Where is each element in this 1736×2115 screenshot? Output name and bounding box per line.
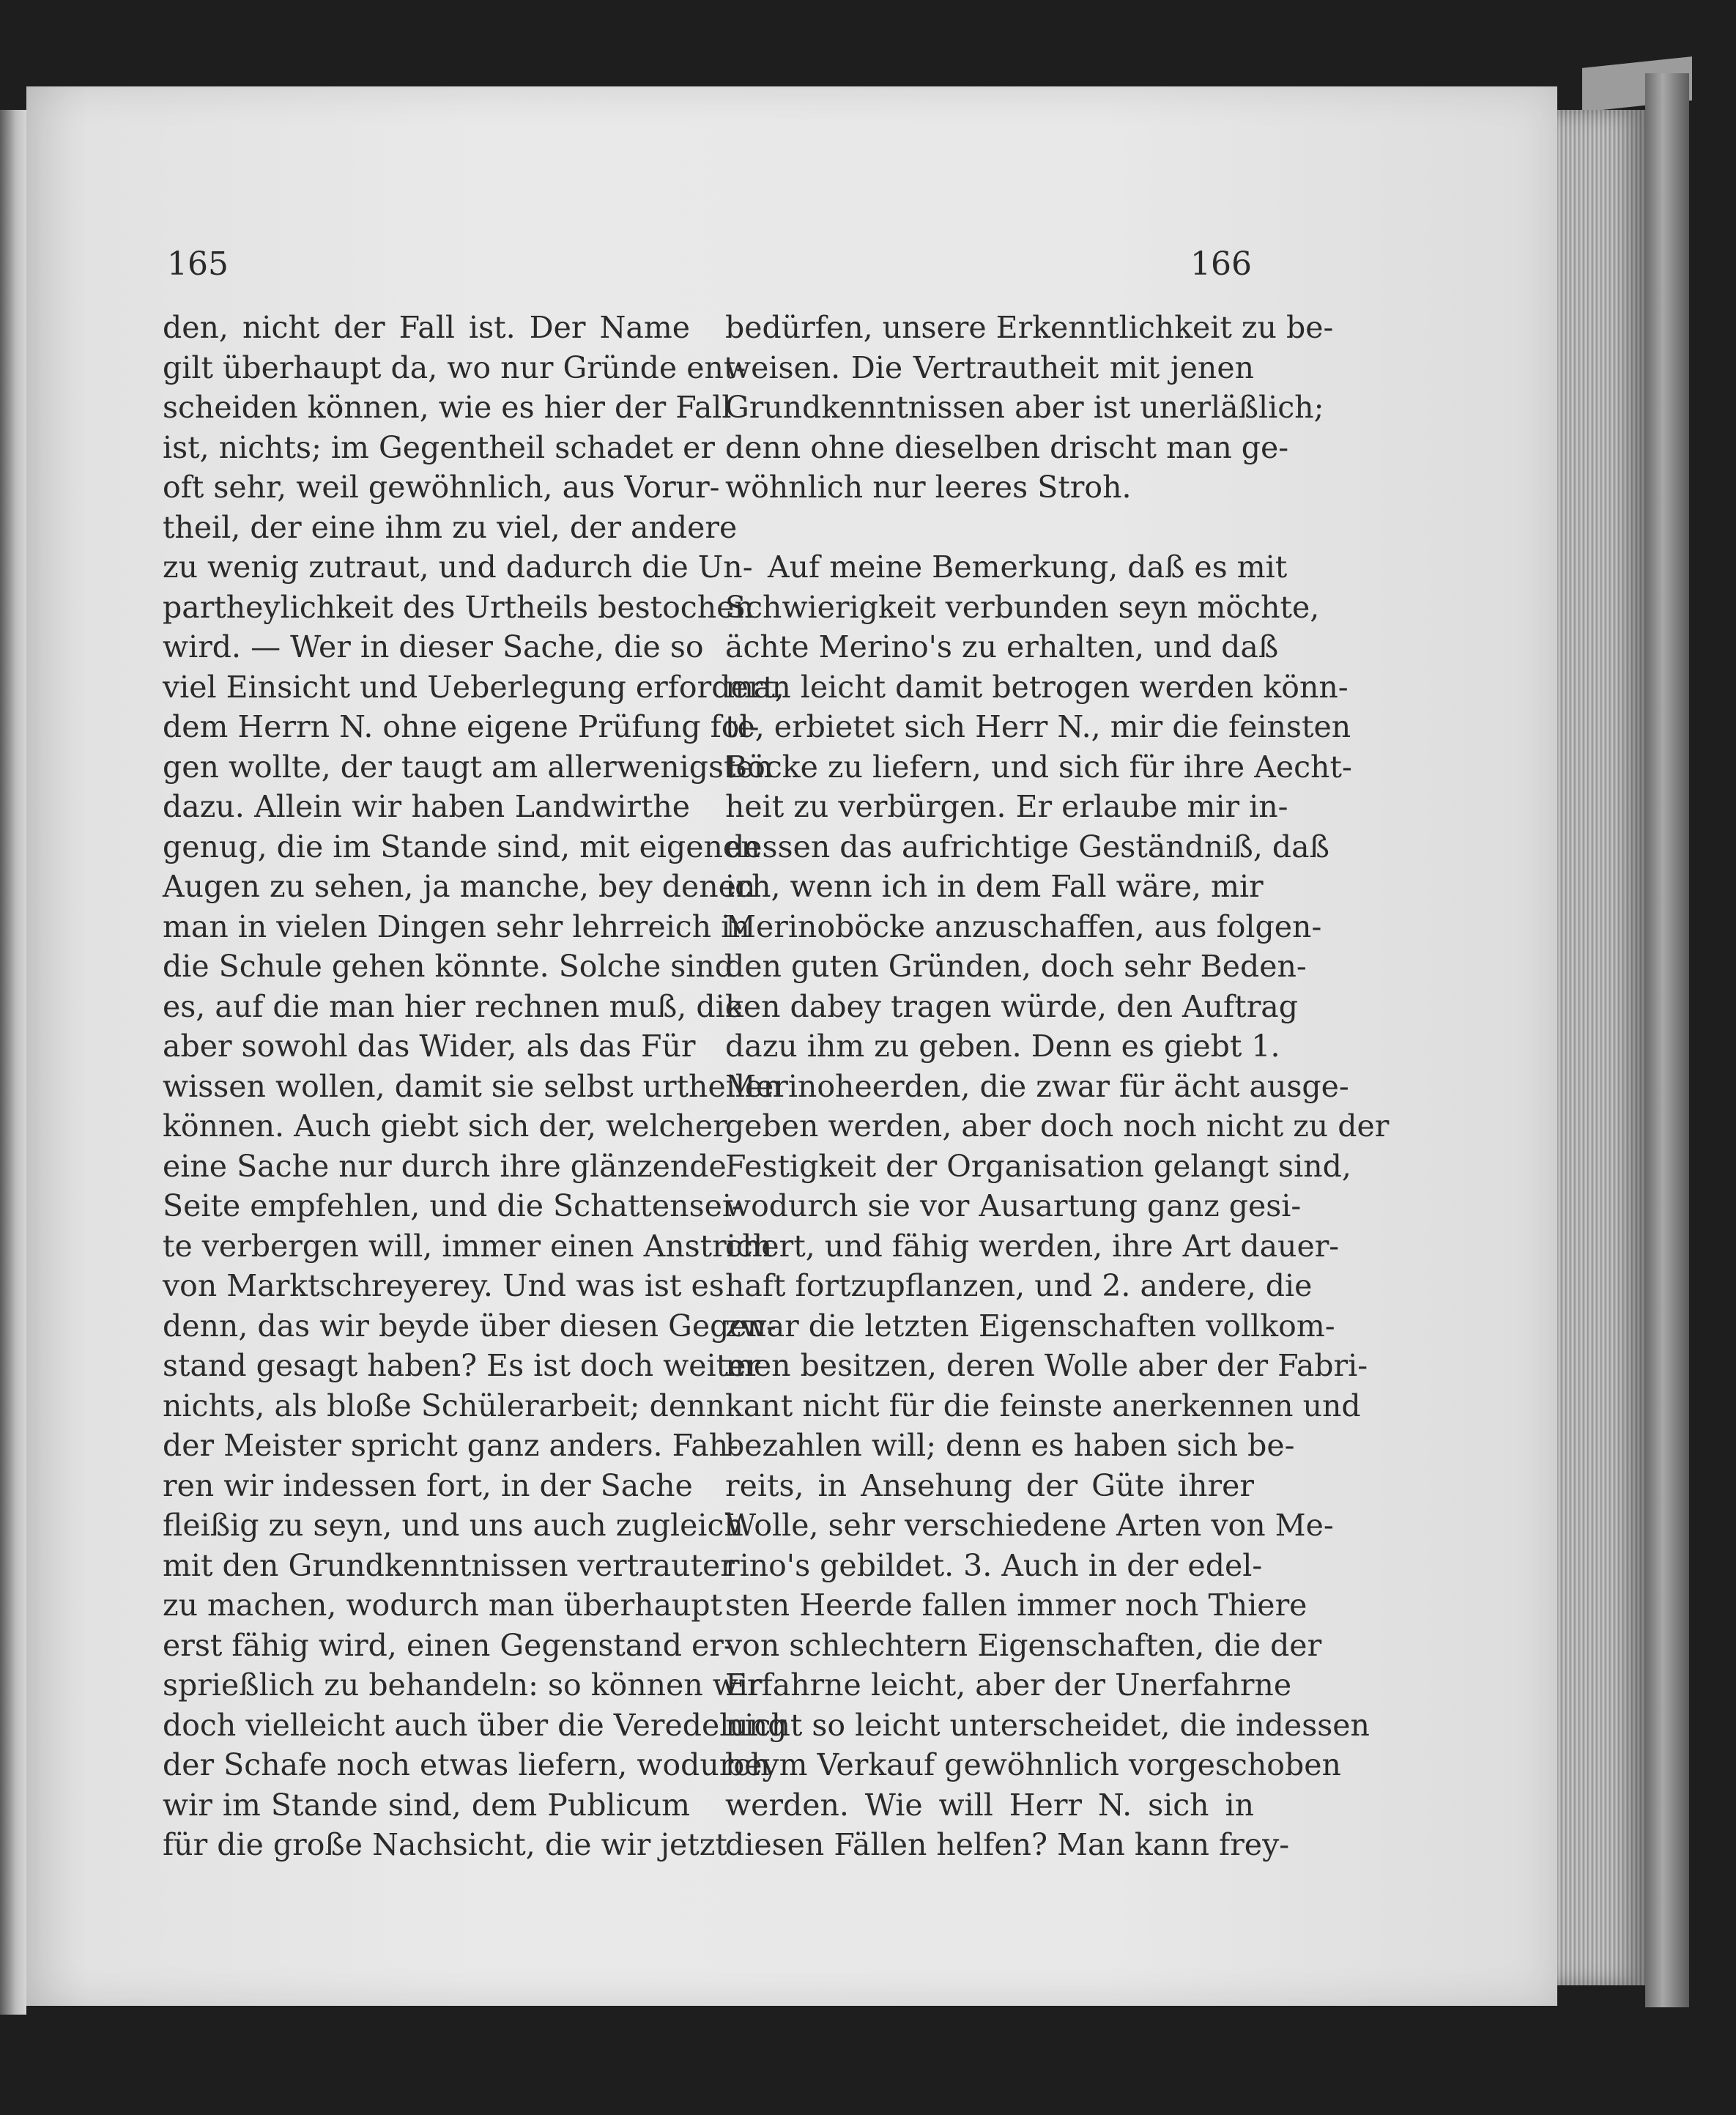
text-line: Merinoheerden, die zwar für ächt ausge- [725,1068,1349,1104]
left-text-column [163,308,787,1865]
text-line: nichts, als bloße Schülerarbeit; denn [163,1388,725,1423]
text-line: haft fortzupflanzen, und 2. andere, die [725,1268,1313,1303]
text-line: man leicht damit betrogen werden könn- [725,669,1349,705]
text-line: denn ohne dieselben drischt man ge- [725,429,1289,465]
text-line: ren wir indessen fort, in der Sache [163,1467,693,1503]
page-number-right: 166 [1190,245,1252,283]
text-line: gen wollte, der taugt am allerwenigsten [163,749,774,785]
text-line: dem Herrn N. ohne eigene Prüfung fol- [163,709,760,744]
book-cover-edge [1645,73,1689,2007]
text-line: wir im Stande sind, dem Publicum [163,1787,690,1823]
text-line: dazu ihm zu geben. Denn es giebt 1. [725,1029,1280,1064]
text-line: viel Einsicht und Ueberlegung erfordert, [163,669,784,705]
text-line: oft sehr, weil gewöhnlich, aus Vorur- [163,470,720,505]
text-line: eine Sache nur durch ihre glänzende [163,1148,727,1184]
text-line: den guten Gründen, doch sehr Beden- [725,949,1307,984]
text-line: te, erbietet sich Herr N., mir die feinsten [725,709,1351,744]
text-line: sprießlich zu behandeln: so können wir [163,1667,763,1703]
text-line: ich, wenn ich in dem Fall wäre, mir [725,869,1264,904]
text-line: bezahlen will; denn es haben sich be- [725,1428,1295,1463]
text-line: doch vielleicht auch über die Veredelung [163,1707,787,1743]
text-line: zu wenig zutraut, und dadurch die Un- [163,549,753,585]
text-line: dessen das aufrichtige Geständniß, daß [725,829,1329,864]
text-line: reits, in Ansehung der Güte ihrer [725,1467,1254,1503]
text-line: chert, und fähig werden, ihre Art dauer- [725,1228,1340,1264]
text-line: nicht so leicht unterscheidet, die indessen [725,1707,1370,1743]
text-line: Böcke zu liefern, und sich für ihre Aecht- [725,749,1352,785]
text-line: es, auf die man hier rechnen muß, die [163,988,743,1024]
text-line: fleißig zu seyn, und uns auch zugleich [163,1508,743,1543]
text-line: Festigkeit der Organisation gelangt sind, [725,1148,1351,1184]
text-line: Schwierigkeit verbunden seyn möchte, [725,589,1320,625]
page-block-edges [1557,110,1645,1985]
text-line: wodurch sie vor Ausartung ganz gesi- [725,1188,1302,1223]
text-line: zu machen, wodurch man überhaupt [163,1588,723,1623]
previous-page-edge [0,110,26,2015]
text-line: können. Auch giebt sich der, welcher [163,1108,727,1144]
text-line: weisen. Die Vertrautheit mit jenen [725,349,1254,385]
right-text-column [725,308,1390,1865]
text-line: ist, nichts; im Gegentheil schadet er [163,429,716,465]
text-line: aber sowohl das Wider, als das Für [163,1029,696,1064]
text-line: diesen Fällen helfen? Man kann frey- [725,1827,1290,1862]
page-number-left: 165 [167,245,229,283]
text-line: rino's gebildet. 3. Auch in der edel- [725,1547,1263,1583]
text-line: mit den Grundkenntnissen vertrauter [163,1547,735,1583]
text-line: kant nicht für die feinste anerkennen und [725,1388,1361,1423]
text-line: Erfahrne leicht, aber der Unerfahrne [725,1667,1292,1703]
paragraph-gap [725,508,1254,548]
text-line: zwar die letzten Eigenschaften vollkom- [725,1308,1335,1344]
text-line: von schlechtern Eigenschaften, die der [725,1627,1322,1663]
text-line: heit zu verbürgen. Er erlaube mir in- [725,789,1288,824]
text-line: geben werden, aber doch noch nicht zu der [725,1108,1390,1144]
text-line: sten Heerde fallen immer noch Thiere [725,1588,1307,1623]
text-line: genug, die im Stande sind, mit eigenen [163,829,760,864]
text-line: men besitzen, deren Wolle aber der Fabri- [725,1348,1368,1383]
text-line: werden. Wie will Herr N. sich in [725,1787,1254,1823]
text-line: den, nicht der Fall ist. Der Name [163,310,690,345]
text-line: partheylichkeit des Urtheils bestochen [163,589,754,625]
text-line: Seite empfehlen, und die Schattensei- [163,1188,742,1223]
text-line: erst fähig wird, einen Gegenstand er- [163,1627,734,1663]
text-line: gilt überhaupt da, wo nur Gründe ent- [163,349,746,385]
text-line: scheiden können, wie es hier der Fall [163,390,732,425]
text-line: theil, der eine ihm zu viel, der andere [163,509,738,545]
text-line: von Marktschreyerey. Und was ist es [163,1268,724,1303]
text-line: wird. — Wer in dieser Sache, die so [163,629,704,664]
text-line: wissen wollen, damit sie selbst urtheilen [163,1068,782,1104]
text-line: Grundkenntnissen aber ist unerläßlich; [725,390,1324,425]
text-line: die Schule gehen könnte. Solche sind [163,949,735,984]
text-line: für die große Nachsicht, die wir jetzt [163,1827,727,1862]
text-line: dazu. Allein wir haben Landwirthe [163,789,690,824]
text-line: te verbergen will, immer einen Anstrich [163,1228,773,1264]
text-line: Wolle, sehr verschiedene Arten von Me- [725,1508,1334,1543]
text-line: der Meister spricht ganz anders. Fah- [163,1428,738,1463]
text-line: stand gesagt haben? Es ist doch weiter [163,1348,760,1383]
text-line: denn, das wir beyde über diesen Gegen- [163,1308,776,1344]
text-line: ächte Merino's zu erhalten, und daß [725,629,1279,664]
text-line: Augen zu sehen, ja manche, bey denen [163,869,756,904]
text-line: wöhnlich nur leeres Stroh. [725,470,1132,505]
text-line: beym Verkauf gewöhnlich vorgeschoben [725,1747,1341,1782]
text-line: der Schafe noch etwas liefern, wodurch [163,1747,770,1782]
text-line: man in vielen Dingen sehr lehrreich in [163,908,750,944]
text-line: ken dabey tragen würde, den Auftrag [725,988,1298,1024]
text-line: Auf meine Bemerkung, daß es mit [768,549,1288,585]
text-line: Merinoböcke anzuschaffen, aus folgen- [725,908,1322,944]
text-line: bedürfen, unsere Erkenntlichkeit zu be- [725,310,1334,345]
